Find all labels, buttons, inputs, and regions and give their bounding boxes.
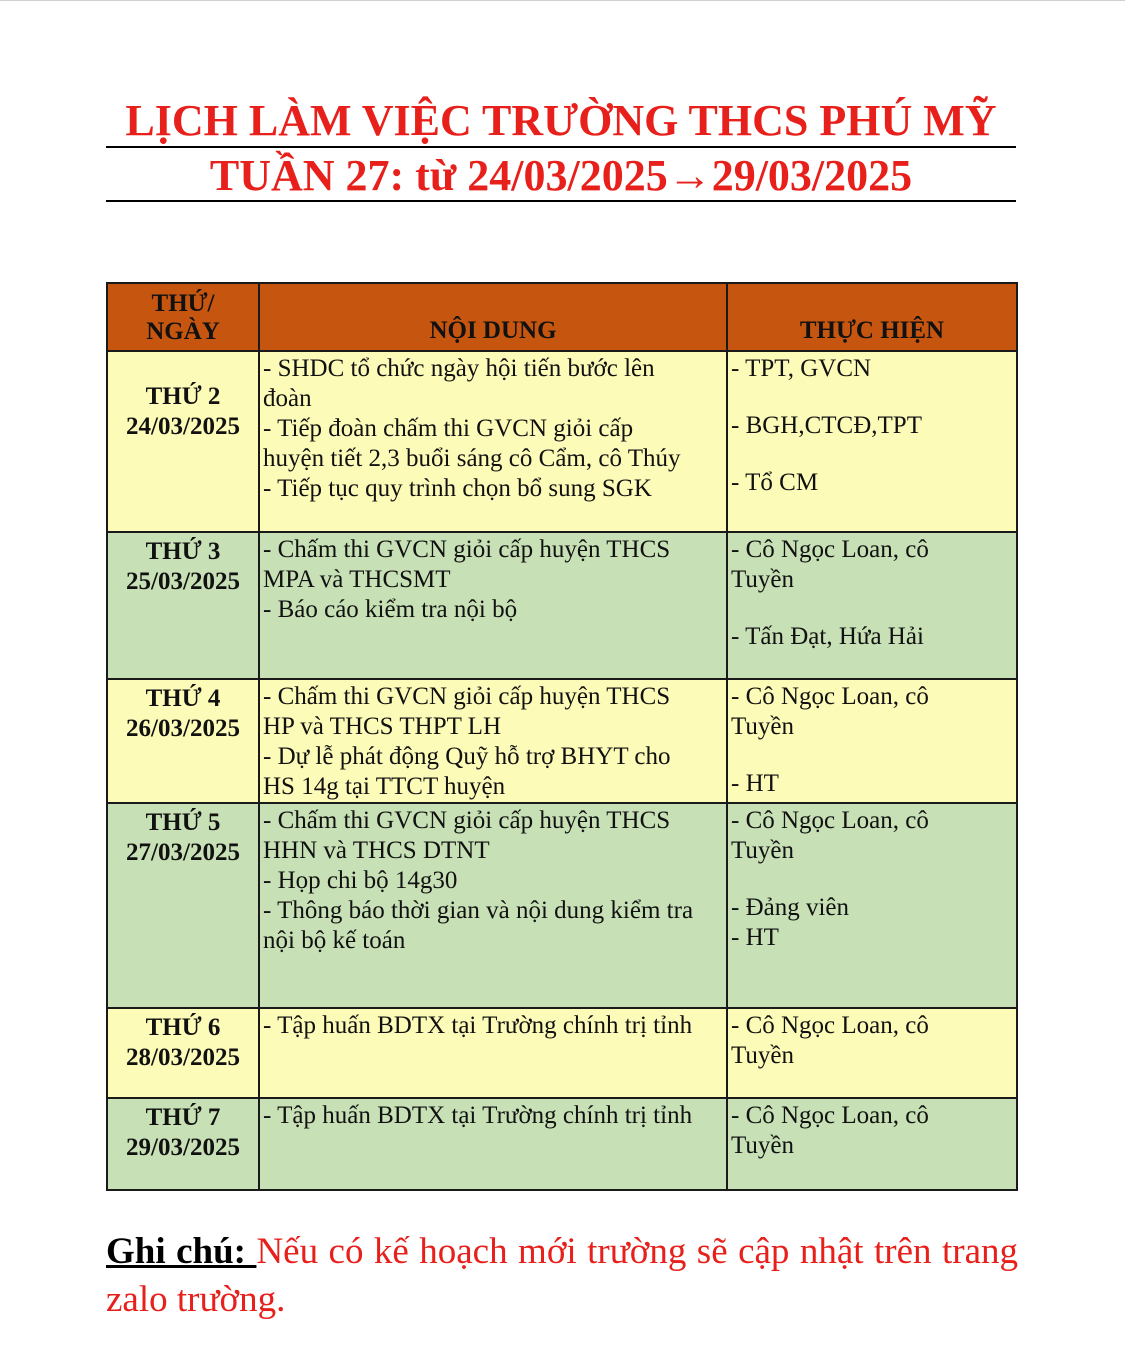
schedule-table xyxy=(106,282,1018,1191)
page-title: LỊCH LÀM VIỆC TRƯỜNG THCS PHÚ MỸ xyxy=(125,96,997,145)
table-row xyxy=(107,1008,1017,1098)
executor-cell: - Cô Ngọc Loan, cô Tuyền xyxy=(727,1008,1017,1098)
header-executor: THỰC HIỆN xyxy=(727,283,1017,351)
executor-cell: - Cô Ngọc Loan, cô Tuyền xyxy=(727,1098,1017,1190)
table-row xyxy=(107,532,1017,679)
table-row xyxy=(107,351,1017,532)
executor-cell: - TPT, GVCN - BGH,CTCĐ,TPT - Tổ CM xyxy=(727,351,1017,532)
executor-cell: - Cô Ngọc Loan, cô Tuyền - HT xyxy=(727,679,1017,803)
table-row xyxy=(107,679,1017,803)
day-cell: THỨ 7 29/03/2025 xyxy=(107,1098,259,1190)
content-cell: - Chấm thi GVCN giỏi cấp huyện THCS HHN và THCS DTNT - Họp chi bộ 14g30 - Thông báo thời gian và nội dung kiểm tra nội bộ kế toán xyxy=(259,803,727,1008)
title-block xyxy=(106,96,1016,202)
top-border xyxy=(0,0,1125,1)
day-cell: THỨ 3 25/03/2025 xyxy=(107,532,259,679)
content-cell: - SHDC tổ chức ngày hội tiến bước lên đoàn - Tiếp đoàn chấm thi GVCN giỏi cấp huyện tiết 2,3 buổi sáng cô Cẩm, cô Thúy - Tiếp tục quy trình chọn bổ sung SGK xyxy=(259,351,727,532)
executor-cell: - Cô Ngọc Loan, cô Tuyền - Đảng viên - HT xyxy=(727,803,1017,1008)
content-cell: - Chấm thi GVCN giỏi cấp huyện THCS HP và THCS THPT LH - Dự lễ phát động Quỹ hỗ trợ BHYT cho HS 14g tại TTCT huyện xyxy=(259,679,727,803)
content-cell: - Chấm thi GVCN giỏi cấp huyện THCS MPA và THCSMT - Báo cáo kiểm tra nội bộ xyxy=(259,532,727,679)
header-day: THỨ/ NGÀY xyxy=(107,283,259,351)
executor-cell: - Cô Ngọc Loan, cô Tuyền - Tấn Đạt, Hứa Hải xyxy=(727,532,1017,679)
day-cell: THỨ 2 24/03/2025 xyxy=(107,351,259,532)
content-cell: - Tập huấn BDTX tại Trường chính trị tỉnh xyxy=(259,1008,727,1098)
table-row xyxy=(107,1098,1017,1190)
day-cell: THỨ 4 26/03/2025 xyxy=(107,679,259,803)
content-cell: - Tập huấn BDTX tại Trường chính trị tỉnh xyxy=(259,1098,727,1190)
table-header-row xyxy=(107,283,1017,351)
header-content: NỘI DUNG xyxy=(259,283,727,351)
day-cell: THỨ 6 28/03/2025 xyxy=(107,1008,259,1098)
day-cell: THỨ 5 27/03/2025 xyxy=(107,803,259,1008)
note-text: Nếu có kế hoạch mới trường sẽ cập nhật trên trang zalo trường. xyxy=(106,1231,1018,1320)
table-row xyxy=(107,803,1017,1008)
subtitle-divider xyxy=(106,200,1016,202)
week-subtitle: TUẦN 27: từ 24/03/2025→29/03/2025 xyxy=(209,151,913,200)
note-label: Ghi chú: xyxy=(106,1231,257,1272)
footnote xyxy=(106,1228,1018,1324)
